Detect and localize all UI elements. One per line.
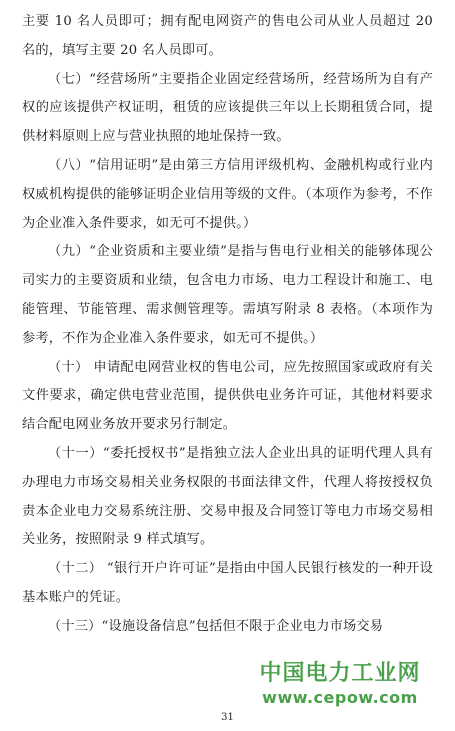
page-number: 31	[221, 712, 234, 723]
paragraph-bank-account-permit: （十二） “银行开户许可证”是指由中国人民银行核发的一种开设基本账户的凭证。	[22, 561, 433, 605]
paragraph-qualifications-performance: （九）“企业资质和主要业绩”是指与售电行业相关的能够体现公司实力的主要资质和业绩，包含电力市场、电力工程设计和施工、电能管理、节能管理、需求侧管理等。需填写附录 8 表格。（本项作为参考，不作为企业准入条件要求，如无可不提供。）	[22, 244, 433, 346]
paragraph-staff-continuation: 主要 10 名人员即可；拥有配电网资产的售电公司从业人员超过 20 名的，填写主要 20 名人员即可。	[22, 14, 433, 58]
paragraph-business-premises: （七）“经营场所”主要指企业固定经营场所，经营场所为自有产权的应该提供产权证明，租赁的应该提供三年以上长期租赁合同，提供材料原则上应与营业执照的地址保持一致。	[22, 71, 433, 145]
watermark-url: www.cepow.com	[262, 688, 418, 707]
paragraph-credit-certificate: （八）“信用证明”是由第三方信用评级机构、金融机构或行业内权威机构提供的能够证明企业信用等级的文件。（本项作为参考，不作为企业准入条件要求，如无可不提供。）	[22, 157, 433, 231]
paragraph-distribution-network-rights: （十） 申请配电网营业权的售电公司，应先按照国家或政府有关文件要求，确定供电营业范围，提供供电业务许可证，其他材料要求结合配电网业务放开要求另行制定。	[22, 359, 433, 433]
watermark-logo	[245, 660, 435, 708]
paragraph-power-of-attorney: （十一）“委托授权书”是指独立法人企业出具的证明代理人具有办理电力市场交易相关业务权限的书面法律文件，代理人将按授权负责本企业电力交易系统注册、交易申报及合同签订等电力市场交易相关业务，按照附录 9 样式填写。	[22, 445, 433, 548]
paragraph-facility-equipment-info: （十三）“设施设备信息”包括但不限于企业电力市场交易	[48, 618, 384, 634]
watermark-title: 中国电力工业网	[259, 661, 421, 686]
body-text	[22, 8, 433, 642]
